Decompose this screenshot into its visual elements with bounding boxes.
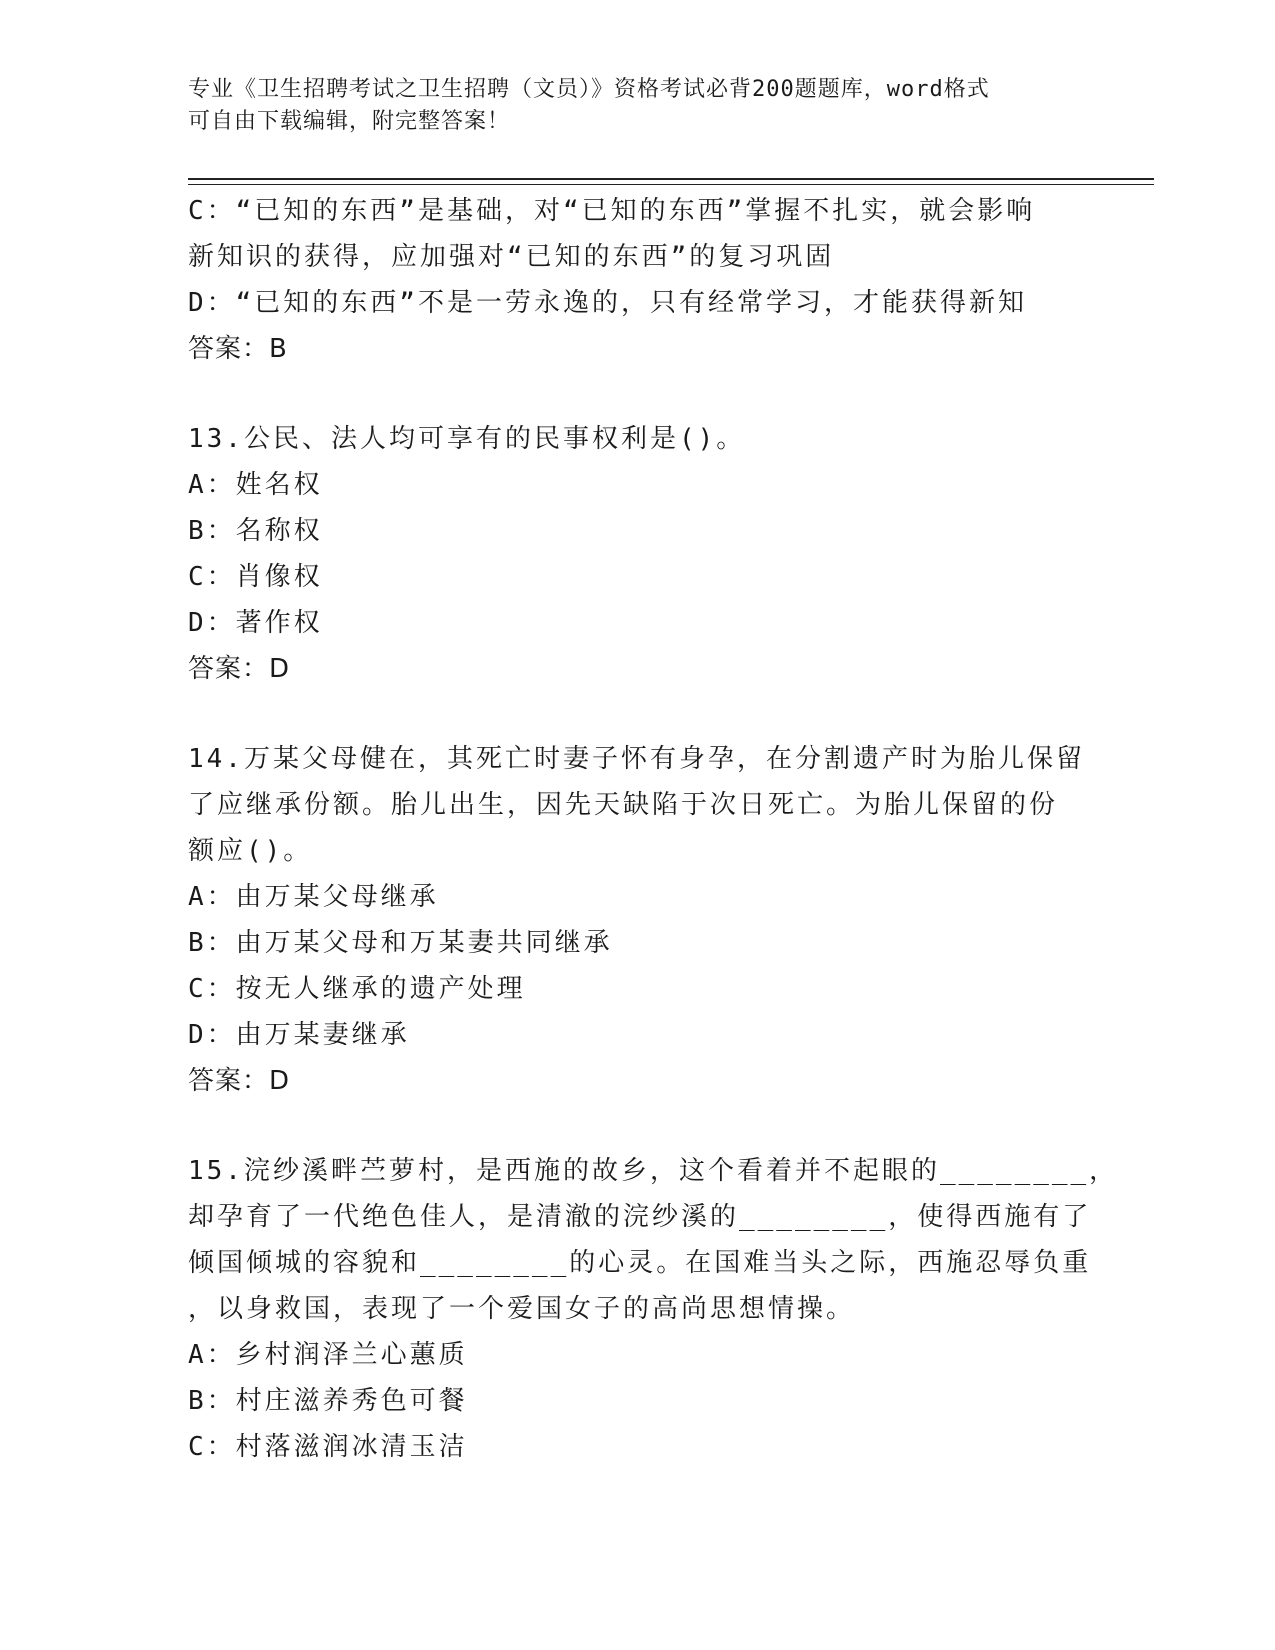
question-14-text-line-2: 了应继承份额。胎儿出生，因先天缺陷于次日死亡。为胎儿保留的份 [188,790,1059,820]
question-15-option-a: A：乡村润泽兰心蕙质 [188,1340,468,1370]
question-15 [188,1148,1119,1470]
question-15-text-line-4: ，以身救国，表现了一个爱国女子的高尚思想情操。 [188,1294,856,1324]
question-14-option-c: C：按无人继承的遗产处理 [188,974,526,1004]
option-c-line-2: 新知识的获得，应加强对“已知的东西”的复习巩固 [188,242,835,272]
option-d: D：“已知的东西”不是一劳永逸的，只有经常学习，才能获得新知 [188,288,1027,318]
answer-12: 答案：B [188,334,288,364]
header-title-line-2: 可自由下载编辑，附完整答案！ [188,109,511,134]
answer-14: 答案：D [188,1066,291,1096]
spacer [188,372,1088,416]
question-14-option-a: A：由万某父母继承 [188,882,439,912]
question-13-option-d: D：著作权 [188,608,323,638]
option-c-line-1: C：“已知的东西”是基础，对“已知的东西”掌握不扎实，就会影响 [188,196,1036,226]
question-13-text: 13.公民、法人均可享有的民事权利是()。 [188,424,746,454]
question-13 [188,416,1088,692]
question-13-option-c: C：肖像权 [188,562,323,592]
header-title-line-1: 专业《卫生招聘考试之卫生招聘（文员）》资格考试必背200题题库，word格式 [188,77,990,102]
question-15-option-c: C：村落滋润冰清玉洁 [188,1432,468,1462]
question-15-text-line-3: 倾国倾城的容貌和________的心灵。在国难当头之际，西施忍辱负重 [188,1248,1092,1278]
spacer [188,1104,1088,1148]
question-14 [188,736,1088,1104]
question-content [188,188,1119,1470]
question-15-text-line-2: 却孕育了一代绝色佳人，是清澈的浣纱溪的________，使得西施有了 [188,1202,1092,1232]
question-14-text-line-1: 14.万某父母健在，其死亡时妻子怀有身孕，在分割遗产时为胎儿保留 [188,744,1085,774]
page-header [188,74,1088,138]
answer-13: 答案：D [188,654,291,684]
header-rule-thin [188,184,1154,185]
question-13-option-a: A：姓名权 [188,470,323,500]
spacer [188,692,1088,736]
question-14-text-line-3: 额应()。 [188,836,313,866]
question-12-continued [188,188,1088,372]
header-rule-thick [188,178,1154,180]
question-15-text-line-1: 15.浣纱溪畔苎萝村，是西施的故乡，这个看着并不起眼的________， [188,1156,1119,1186]
question-14-option-b: B：由万某父母和万某妻共同继承 [188,928,613,958]
question-15-option-b: B：村庄滋养秀色可餐 [188,1386,468,1416]
question-14-option-d: D：由万某妻继承 [188,1020,410,1050]
question-13-option-b: B：名称权 [188,516,323,546]
